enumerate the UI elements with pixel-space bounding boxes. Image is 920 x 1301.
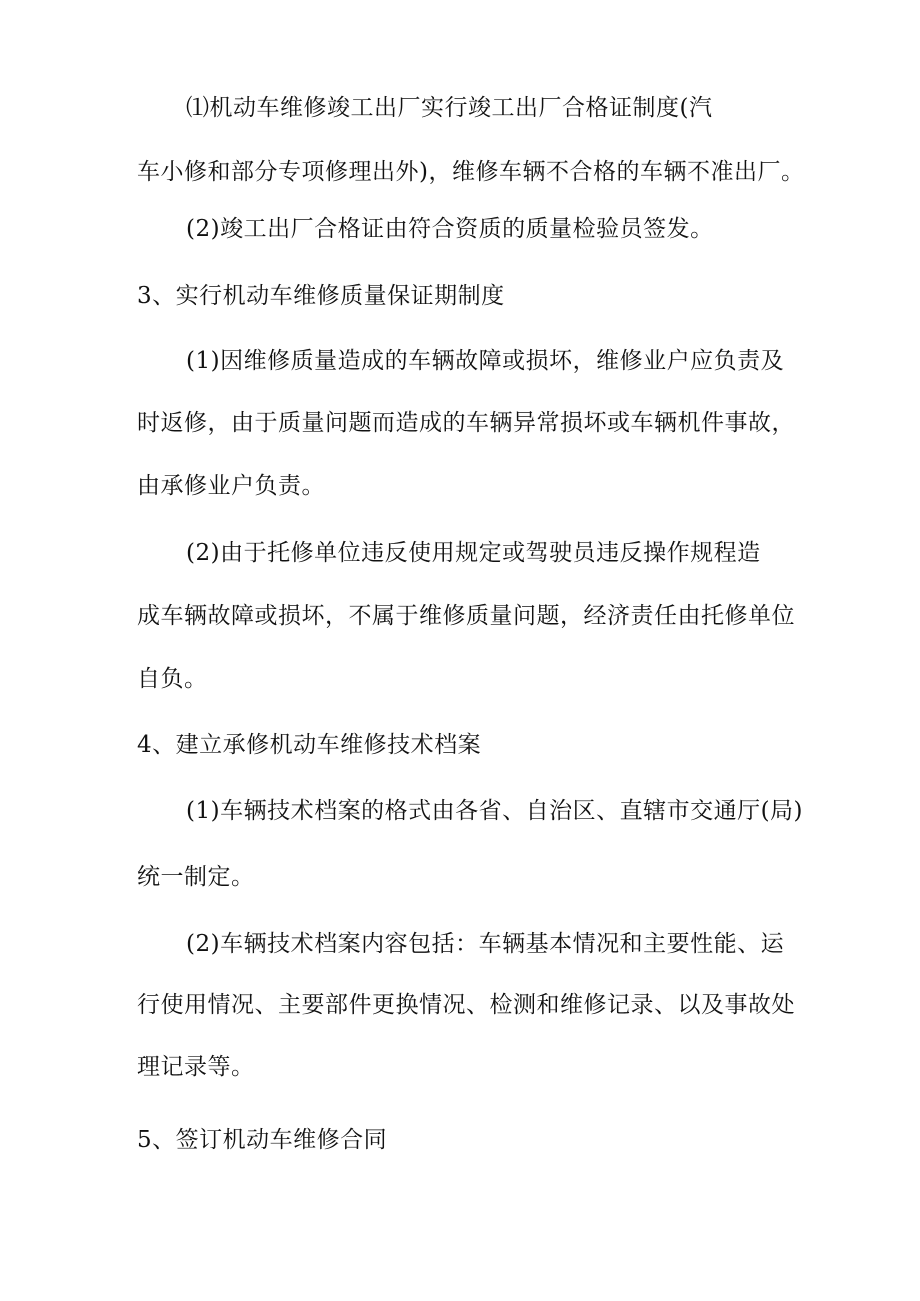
section-heading: 4、建立承修机动车维修技术档案 — [137, 732, 482, 758]
paragraph-line: (2)由于托修单位违反使用规定或驾驶员违反操作规程造 — [186, 540, 761, 566]
section-heading: 3、实行机动车维修质量保证期制度 — [137, 283, 505, 309]
paragraph-line: 时返修，由于质量问题而造成的车辆异常损坏或车辆机件事故， — [137, 410, 795, 436]
paragraph-line: 成车辆故障或损坏，不属于维修质量问题，经济责任由托修单位 — [137, 603, 795, 629]
section-heading: 5、签订机动车维修合同 — [137, 1127, 388, 1153]
paragraph-line: 理记录等。 — [137, 1054, 255, 1080]
paragraph-line: (2)竣工出厂合格证由符合资质的质量检验员签发。 — [186, 216, 714, 242]
paragraph-line: (2)车辆技术档案内容包括：车辆基本情况和主要性能、运 — [186, 931, 785, 957]
paragraph-line: (1)因维修质量造成的车辆故障或损坏，维修业户应负责及 — [186, 348, 785, 374]
paragraph-line: 由承修业户负责。 — [137, 473, 325, 499]
paragraph-line: 自负。 — [137, 666, 208, 692]
paragraph-line: (1)车辆技术档案的格式由各省、自治区、直辖市交通厅(局) — [186, 798, 804, 824]
paragraph-line: ⑴机动车维修竣工出厂实行竣工出厂合格证制度(汽 — [186, 95, 713, 121]
paragraph-line: 统一制定。 — [137, 864, 255, 890]
paragraph-line: 行使用情况、主要部件更换情况、检测和维修记录、以及事故处 — [137, 992, 795, 1018]
paragraph-line: 车小修和部分专项修理出外)，维修车辆不合格的车辆不准出厂。 — [137, 159, 805, 185]
